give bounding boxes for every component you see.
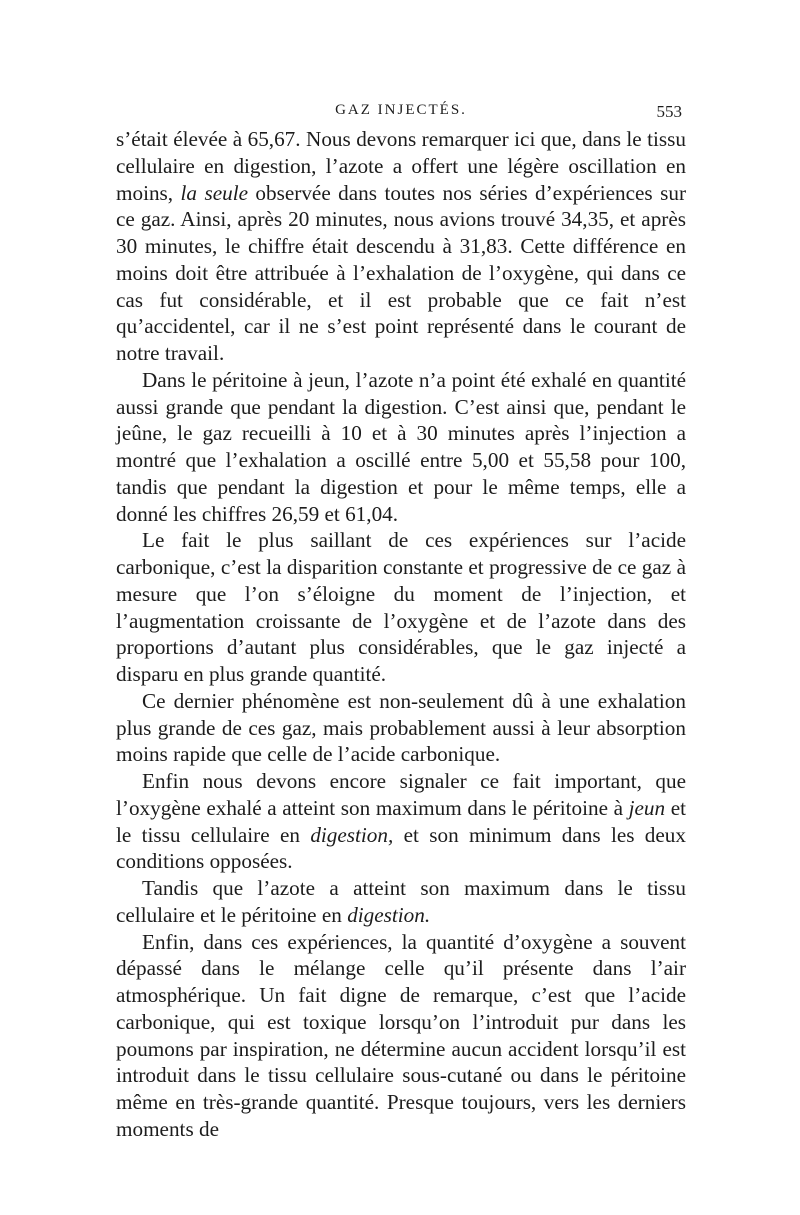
page-number: 553 <box>656 102 682 121</box>
paragraph <box>116 768 686 875</box>
paragraph <box>116 875 686 929</box>
body-text <box>116 126 686 1143</box>
text-run: Ce dernier phénomène est non-seulement dû à une exhalation plus grande de ces gaz, mais probablement aussi à leur absorption moins rapide que celle de l’acide carbonique. <box>116 688 686 767</box>
paragraph <box>116 929 686 1143</box>
running-title: GAZ INJECTÉS. <box>335 102 467 118</box>
text-run: Tandis que l’azote a atteint son maximum dans le tissu cellulaire et le péritoine en <box>116 876 686 927</box>
running-head <box>116 96 686 126</box>
italic-text: digestion, <box>310 822 394 847</box>
paragraph <box>116 367 686 528</box>
text-run: s’était élevée à 65,67. Nous devons remarquer ici que, dans le tissu cellulaire en digestion, l’azote a offert une légère oscillation en moins, <box>116 127 686 205</box>
text-run: et le tissu cellulaire en <box>116 795 687 847</box>
italic-text: jeun <box>628 795 666 820</box>
text-run: Dans le péritoine à jeun, l’azote n’a point été exhalé en quantité aussi grande que pendant la digestion. C’est ainsi que, pendant le jeûne, le gaz recueilli à 10 et à 30 minutes après l’injection a montré que l’exhalation a oscillé entre 5,00 et 55,58 pour 100, tandis que pendant la digestion et pour le même temps, elle a donné les chiffres 26,59 et 61,04. <box>116 367 686 526</box>
paragraph <box>116 126 686 367</box>
paragraph <box>116 688 686 768</box>
text-run: et son minimum dans les deux conditions opposées. <box>116 822 686 874</box>
paragraph <box>116 527 686 688</box>
text-run: Enfin, dans ces expériences, la quantité d’oxygène a souvent dépassé dans le mélange celle qu’il présente dans l’air atmosphérique. Un fait digne de remarque, c’est que l’acide carbonique, qui est toxique lorsqu’on l’introduit pur dans les poumons par inspiration, ne détermine aucun accident lorsqu’il est introduit dans le tissu cellulaire sous-cutané ou dans le péritoine même en très-grande quantité. Presque toujours, vers les derniers moments de <box>116 929 686 1141</box>
italic-text: digestion. <box>347 902 431 927</box>
book-page <box>116 96 686 1143</box>
italic-text: la seule <box>180 180 248 205</box>
text-run: Le fait le plus saillant de ces expériences sur l’acide carbonique, c’est la disparition constante et progressive de ce gaz à mesure que l’on s’éloigne du moment de l’injection, et l’augmentation croissante de l’oxygène et de l’azote dans des proportions d’autant plus considérables, que le gaz injecté a disparu en plus grande quantité. <box>116 528 686 686</box>
text-run: Enfin nous devons encore signaler ce fait important, que l’oxygène exhalé a atteint son maximum dans le péritoine à <box>116 769 686 820</box>
text-run: observée dans toutes nos séries d’expériences sur ce gaz. Ainsi, après 20 minutes, nous avions trouvé 34,35, et après 30 minutes, le chiffre était descendu à 31,83. Cette différence en moins doit être attribuée à l’exhalation de l’oxygène, qui dans ce cas fut considérable, et il est probable que ce fait n’est qu’accidentel, car il ne s’est point représenté dans le courant de notre travail. <box>116 180 686 365</box>
